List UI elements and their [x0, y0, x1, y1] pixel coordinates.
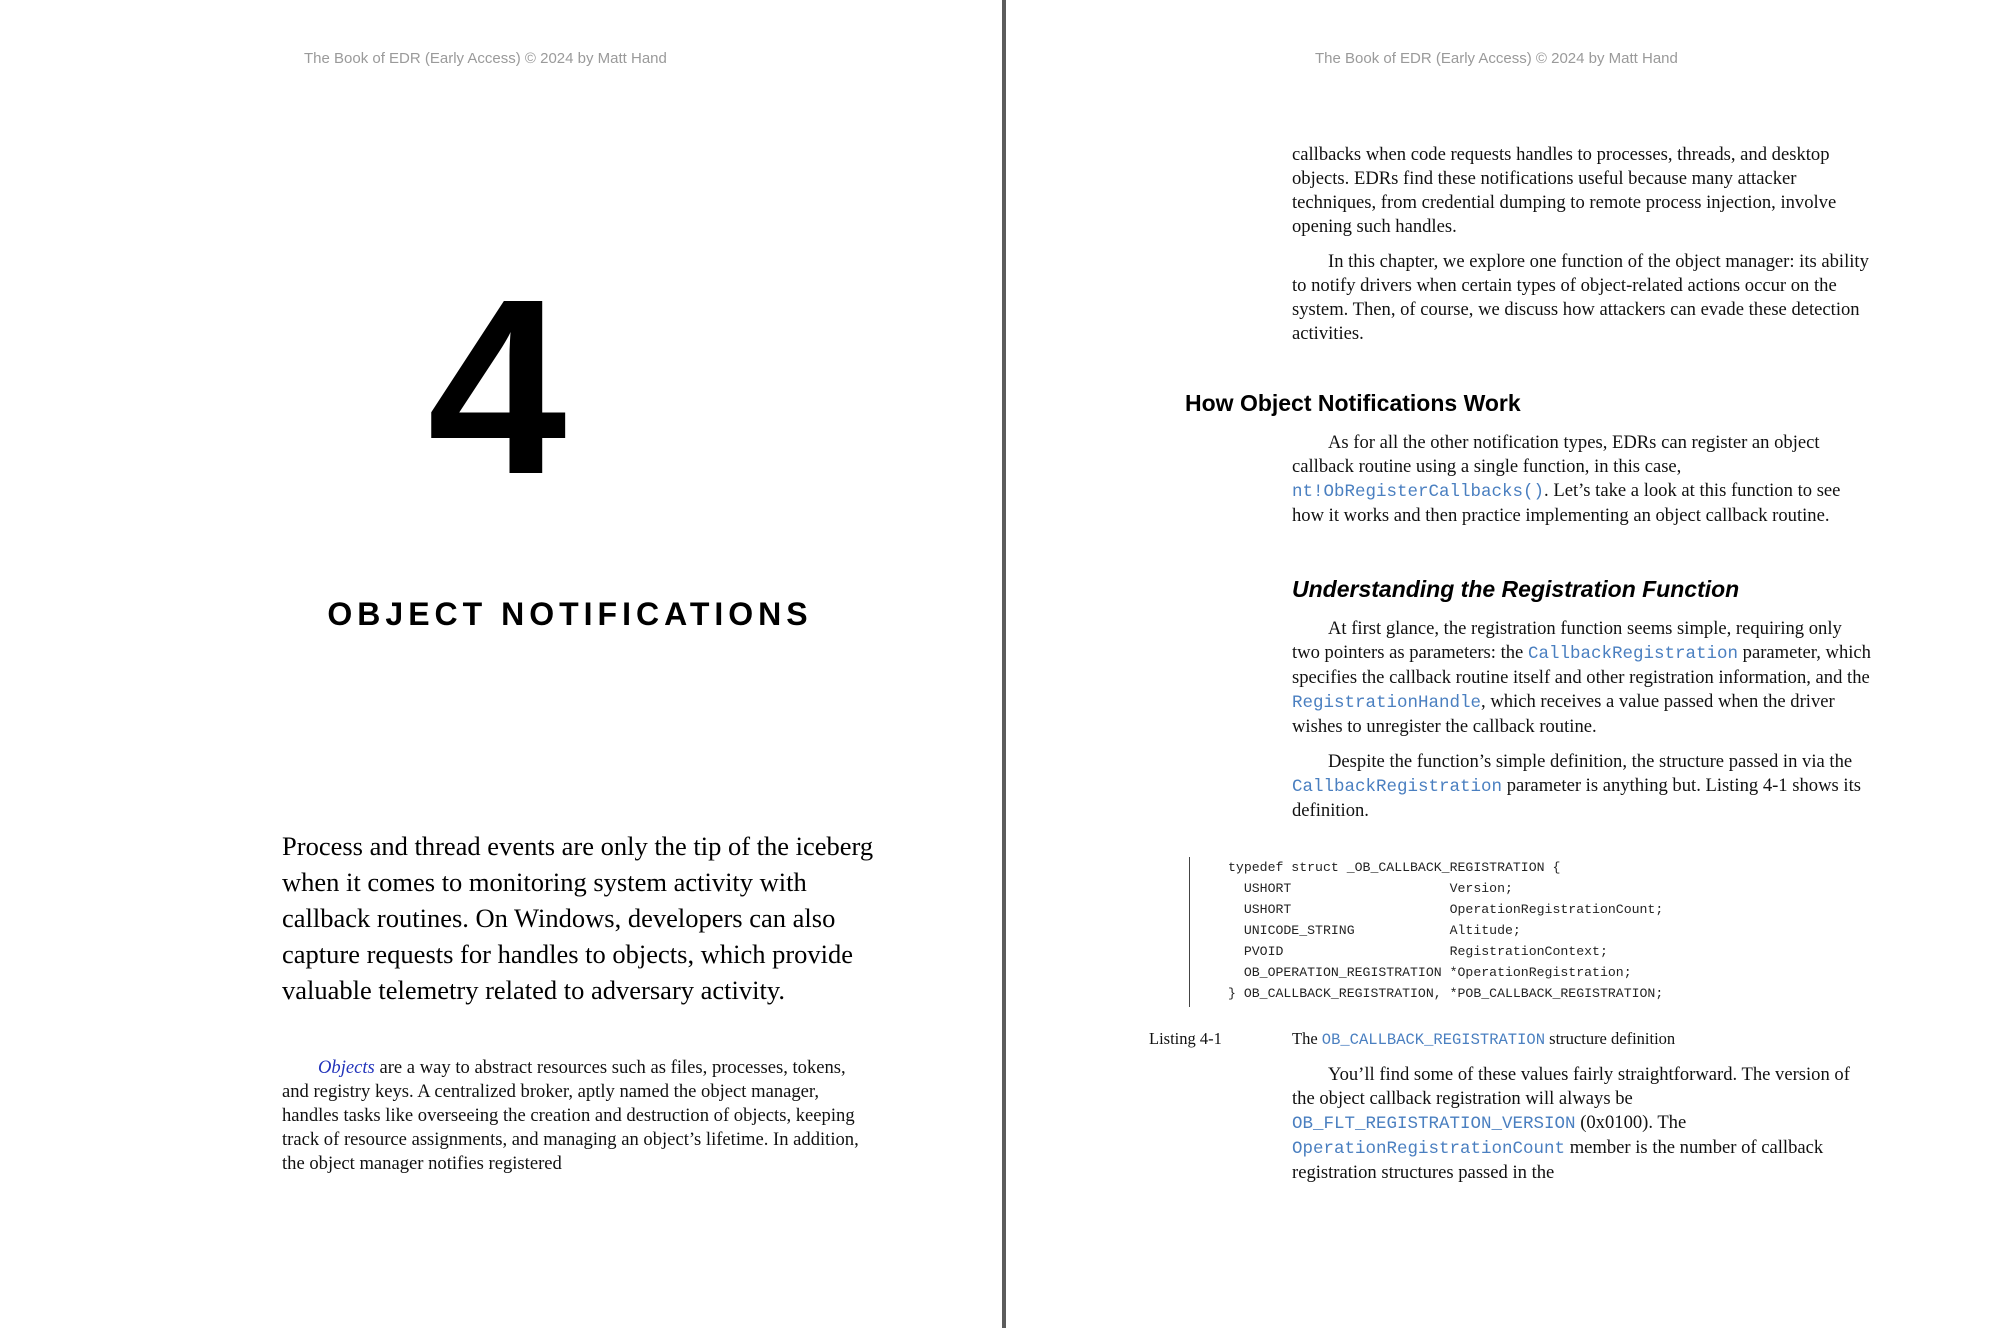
code-listing-4-1 [1189, 857, 1788, 1007]
p4-text-b: parameter, which specifies the callback routine itself and other registration information, and the [1292, 642, 1871, 688]
heading-how-object-notifications-work: How Object Notifications Work [1185, 390, 1521, 416]
code-operationregistrationcount: OperationRegistrationCount [1292, 1139, 1566, 1159]
subsection-text [1292, 617, 1872, 823]
p5-text-b: parameter is anything but. Listing 4-1 shows its definition. [1292, 775, 1861, 821]
p4-text-c: , which receives a value passed when the driver wishes to unregister the callback routine. [1292, 691, 1835, 737]
term-objects: Objects [318, 1057, 375, 1078]
paragraph-objects-text: are a way to abstract resources such as files, processes, tokens, and registry keys. A centralized broker, aptly named the object manager, handles tasks like overseeing the creation and destruction of objects, keeping track of resource assignments, and managing an object’s lifetime. In addition, the object manager notifies registered [282, 1057, 859, 1174]
right-page [1006, 0, 2008, 1328]
left-page [0, 0, 1002, 1328]
right-top-text [1292, 143, 1872, 346]
left-body [282, 1056, 862, 1176]
paragraph-structure [1292, 750, 1872, 823]
p6-text-c: member is the number of callback registration structures passed in the [1292, 1137, 1824, 1183]
caption-text-a: The [1292, 1029, 1322, 1048]
code-obregistercallbacks: nt!ObRegisterCallbacks() [1292, 482, 1545, 502]
chapter-intro: Process and thread events are only the tip of the iceberg when it comes to monitoring system activity with callback routines. On Windows, developers can also capture requests for handles to objects, which provide valuable telemetry related to adversary activity. [282, 831, 874, 1005]
p5-text-a: Despite the function’s simple definition, the structure passed in via the [1328, 751, 1853, 772]
p6-text-a: You’ll find some of these values fairly straightforward. The version of the object callback registration will always be [1292, 1064, 1850, 1109]
paragraph-objects [282, 1056, 862, 1176]
code-ob-callback-registration: OB_CALLBACK_REGISTRATION [1321, 1031, 1546, 1049]
listing-code: typedef struct _OB_CALLBACK_REGISTRATION { USHORT Version; USHORT OperationRegistrationCount; UNICODE_STRING Altitude; PVOID RegistrationContext; OB_OPERATION_REGISTRATION *OperationRegistration; } OB_CALLBACK_REGISTRATION, *POB_CALLBACK_REGISTRATION; [1228, 860, 1664, 1001]
paragraph-chapter-overview: In this chapter, we explore one function of the object manager: its ability to notify drivers when certain types of object-related actions occur on the system. Then, of course, we discuss how attackers can evade these detection activities. [1292, 251, 1869, 344]
closing-text [1292, 1063, 1872, 1185]
listing-caption [1292, 1029, 1675, 1049]
caption-text-b: structure definition [1545, 1029, 1676, 1048]
heading-understanding-registration-function: Understanding the Registration Function [1292, 576, 1740, 602]
code-callbackregistration: CallbackRegistration [1527, 644, 1739, 664]
code-ob-flt-registration-version: OB_FLT_REGISTRATION_VERSION [1292, 1114, 1576, 1134]
paragraph-values [1292, 1063, 1872, 1185]
section-intro [1292, 431, 1872, 528]
code-registrationhandle: RegistrationHandle [1292, 693, 1482, 713]
running-head-right: The Book of EDR (Early Access) © 2024 by Matt Hand [1315, 50, 1678, 67]
chapter-title: OBJECT NOTIFICATIONS [327, 596, 813, 632]
paragraph-continued: callbacks when code requests handles to processes, threads, and desktop objects. EDRs find these notifications useful because many attacker techniques, from credential dumping to remote process injection, involve opening such handles. [1292, 144, 1837, 237]
p4-text-a: At first glance, the registration function seems simple, requiring only two pointers as parameters: the [1292, 618, 1842, 663]
chapter-number: 4 [427, 247, 567, 526]
code-callbackregistration-2: CallbackRegistration [1292, 777, 1503, 797]
paragraph-first-glance [1292, 617, 1872, 739]
p3-text-a: As for all the other notification types, EDRs can register an object callback routine using a single function, in this case, [1292, 432, 1820, 477]
running-head-left: The Book of EDR (Early Access) © 2024 by Matt Hand [304, 50, 667, 67]
paragraph-register [1292, 431, 1872, 528]
p3-text-b: . Let’s take a look at this function to see how it works and then practice implementing an object callback routine. [1292, 480, 1841, 526]
p6-text-b: (0x0100). The [1575, 1112, 1687, 1133]
listing-caption-label: Listing 4-1 [1149, 1029, 1222, 1048]
